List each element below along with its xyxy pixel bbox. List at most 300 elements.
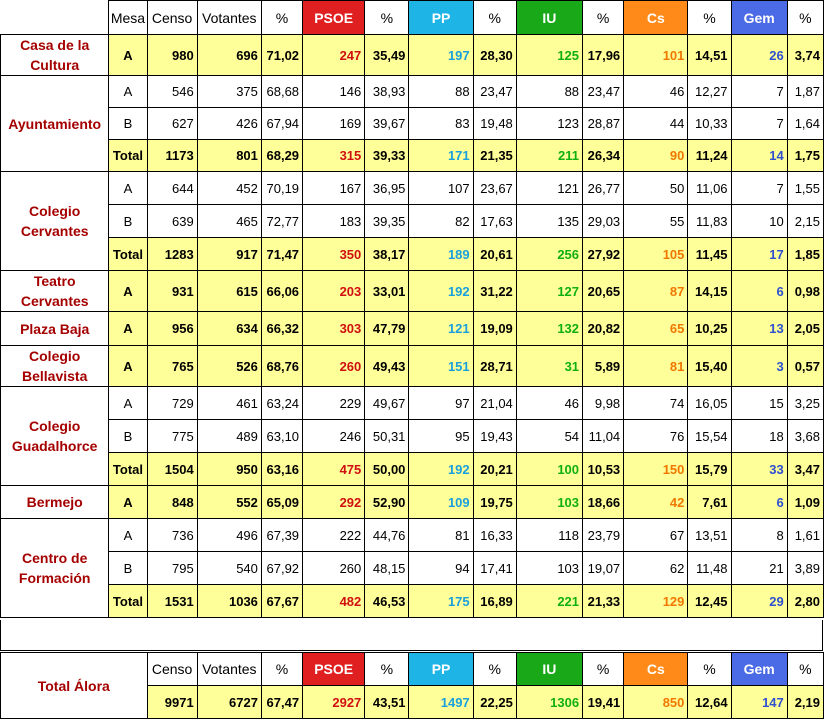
psoe-cell: 260 [303, 552, 365, 585]
total-header-gem: Gem [731, 653, 787, 686]
cs-cell: 74 [624, 387, 688, 420]
pp-cell: 175 [409, 585, 473, 618]
mesa-cell: B [109, 108, 147, 140]
total-psoe: 2927 [303, 686, 365, 719]
votantes-cell: 917 [197, 238, 261, 271]
total-pct: 67,47 [261, 686, 302, 719]
cs-pct-cell: 16,05 [688, 387, 731, 420]
total-gem-pct: 2,19 [787, 686, 823, 719]
table-row [1, 585, 824, 618]
iu-cell: 103 [516, 552, 582, 585]
votantes-cell: 465 [197, 205, 261, 238]
header-gem: Gem [731, 1, 787, 35]
pct-cell: 70,19 [261, 172, 302, 205]
pp-pct-cell: 16,33 [473, 519, 516, 552]
psoe-cell: 247 [303, 35, 365, 76]
pct-cell: 67,92 [261, 552, 302, 585]
header-psoe-pct: % [365, 1, 409, 35]
cs-pct-cell: 13,51 [688, 519, 731, 552]
iu-pct-cell: 23,47 [583, 76, 624, 108]
total-header-psoe: PSOE [303, 653, 365, 686]
total-header-iu: IU [516, 653, 582, 686]
pct-cell: 63,10 [261, 420, 302, 453]
psoe-cell: 167 [303, 172, 365, 205]
pct-cell: 67,67 [261, 585, 302, 618]
pp-pct-cell: 23,67 [473, 172, 516, 205]
gem-pct-cell: 1,85 [787, 238, 823, 271]
total-header-pp-pct: % [473, 653, 516, 686]
mesa-cell: A [109, 271, 147, 312]
header-pp: PP [409, 1, 473, 35]
total-gem: 147 [731, 686, 787, 719]
mesa-cell: B [109, 552, 147, 585]
cs-pct-cell: 11,83 [688, 205, 731, 238]
pp-cell: 192 [409, 453, 473, 486]
censo-cell: 795 [147, 552, 197, 585]
gem-cell: 18 [731, 420, 787, 453]
gem-cell: 14 [731, 140, 787, 172]
pp-pct-cell: 23,47 [473, 76, 516, 108]
location-name: Plaza Baja [1, 312, 109, 346]
censo-cell: 980 [147, 35, 197, 76]
cs-pct-cell: 10,33 [688, 108, 731, 140]
iu-pct-cell: 28,87 [583, 108, 624, 140]
mesa-cell: Total [109, 585, 147, 618]
pct-cell: 63,16 [261, 453, 302, 486]
psoe-cell: 222 [303, 519, 365, 552]
censo-cell: 729 [147, 387, 197, 420]
gem-pct-cell: 1,61 [787, 519, 823, 552]
pp-cell: 151 [409, 346, 473, 387]
cs-cell: 46 [624, 76, 688, 108]
votantes-cell: 1036 [197, 585, 261, 618]
header-cs: Cs [624, 1, 688, 35]
total-alora-label: Total Álora [1, 653, 148, 719]
iu-pct-cell: 10,53 [583, 453, 624, 486]
cs-cell: 50 [624, 172, 688, 205]
gem-pct-cell: 3,74 [787, 35, 823, 76]
total-cs-pct: 12,64 [688, 686, 731, 719]
iu-cell: 211 [516, 140, 582, 172]
table-row [1, 519, 824, 552]
gem-cell: 7 [731, 172, 787, 205]
pp-pct-cell: 19,48 [473, 108, 516, 140]
censo-cell: 1531 [147, 585, 197, 618]
gem-cell: 10 [731, 205, 787, 238]
location-name: Colegio Cervantes [1, 172, 109, 271]
total-iu-pct: 19,41 [583, 686, 624, 719]
gem-cell: 15 [731, 387, 787, 420]
censo-cell: 765 [147, 346, 197, 387]
pp-pct-cell: 20,21 [473, 453, 516, 486]
censo-cell: 1173 [147, 140, 197, 172]
gem-pct-cell: 2,05 [787, 312, 823, 346]
pp-cell: 189 [409, 238, 473, 271]
gem-cell: 26 [731, 35, 787, 76]
cs-pct-cell: 11,45 [688, 238, 731, 271]
pct-cell: 68,68 [261, 76, 302, 108]
censo-cell: 848 [147, 486, 197, 519]
cs-cell: 67 [624, 519, 688, 552]
location-name: Bermejo [1, 486, 109, 519]
table-row [1, 453, 824, 486]
votantes-cell: 615 [197, 271, 261, 312]
total-pp-pct: 22,25 [473, 686, 516, 719]
pp-cell: 83 [409, 108, 473, 140]
gem-pct-cell: 3,68 [787, 420, 823, 453]
total-psoe-pct: 43,51 [365, 686, 409, 719]
cs-cell: 44 [624, 108, 688, 140]
gem-pct-cell: 2,15 [787, 205, 823, 238]
gem-pct-cell: 3,25 [787, 387, 823, 420]
mesa-cell: Total [109, 238, 147, 271]
iu-pct-cell: 26,77 [583, 172, 624, 205]
censo-cell: 546 [147, 76, 197, 108]
cs-pct-cell: 12,45 [688, 585, 731, 618]
cs-pct-cell: 15,40 [688, 346, 731, 387]
pp-pct-cell: 31,22 [473, 271, 516, 312]
psoe-pct-cell: 39,67 [365, 108, 409, 140]
votantes-cell: 496 [197, 519, 261, 552]
gem-cell: 21 [731, 552, 787, 585]
mesa-cell: A [109, 519, 147, 552]
gem-pct-cell: 3,89 [787, 552, 823, 585]
gem-pct-cell: 1,55 [787, 172, 823, 205]
cs-pct-cell: 15,54 [688, 420, 731, 453]
header-censo: Censo [147, 1, 197, 35]
total-cs: 850 [624, 686, 688, 719]
mesa-cell: B [109, 205, 147, 238]
iu-cell: 135 [516, 205, 582, 238]
psoe-pct-cell: 36,95 [365, 172, 409, 205]
gem-pct-cell: 0,57 [787, 346, 823, 387]
cs-cell: 65 [624, 312, 688, 346]
table-row [1, 312, 824, 346]
gem-cell: 13 [731, 312, 787, 346]
header-iu-pct: % [583, 1, 624, 35]
pct-cell: 68,29 [261, 140, 302, 172]
pp-cell: 97 [409, 387, 473, 420]
table-row [1, 172, 824, 205]
location-name: Colegio Bellavista [1, 346, 109, 387]
total-votantes: 6727 [197, 686, 261, 719]
votantes-cell: 801 [197, 140, 261, 172]
total-header-gem-pct: % [787, 653, 823, 686]
psoe-pct-cell: 39,35 [365, 205, 409, 238]
cs-pct-cell: 11,06 [688, 172, 731, 205]
table-row [1, 108, 824, 140]
censo-cell: 736 [147, 519, 197, 552]
pp-cell: 95 [409, 420, 473, 453]
psoe-pct-cell: 39,33 [365, 140, 409, 172]
total-header-votantes: Votantes [197, 653, 261, 686]
pp-cell: 109 [409, 486, 473, 519]
votantes-cell: 461 [197, 387, 261, 420]
votantes-cell: 426 [197, 108, 261, 140]
total-header-cs-pct: % [688, 653, 731, 686]
gem-pct-cell: 1,09 [787, 486, 823, 519]
psoe-pct-cell: 38,17 [365, 238, 409, 271]
psoe-cell: 229 [303, 387, 365, 420]
header-cs-pct: % [688, 1, 731, 35]
mesa-cell: Total [109, 140, 147, 172]
total-header-cs: Cs [624, 653, 688, 686]
header-gem-pct: % [787, 1, 823, 35]
header-mesa: Mesa [109, 1, 147, 35]
iu-cell: 256 [516, 238, 582, 271]
cs-cell: 76 [624, 420, 688, 453]
pp-cell: 121 [409, 312, 473, 346]
psoe-pct-cell: 49,67 [365, 387, 409, 420]
pp-pct-cell: 20,61 [473, 238, 516, 271]
table-row [1, 346, 824, 387]
psoe-pct-cell: 35,49 [365, 35, 409, 76]
votantes-cell: 540 [197, 552, 261, 585]
psoe-pct-cell: 50,31 [365, 420, 409, 453]
cs-pct-cell: 12,27 [688, 76, 731, 108]
psoe-cell: 475 [303, 453, 365, 486]
table-row [1, 486, 824, 519]
location-name: Colegio Guadalhorce [1, 387, 109, 486]
pct-cell: 68,76 [261, 346, 302, 387]
censo-cell: 639 [147, 205, 197, 238]
iu-pct-cell: 11,04 [583, 420, 624, 453]
cs-pct-cell: 14,51 [688, 35, 731, 76]
psoe-cell: 146 [303, 76, 365, 108]
cs-cell: 81 [624, 346, 688, 387]
iu-cell: 31 [516, 346, 582, 387]
total-header-iu-pct: % [583, 653, 624, 686]
votantes-cell: 950 [197, 453, 261, 486]
censo-cell: 644 [147, 172, 197, 205]
cs-pct-cell: 11,24 [688, 140, 731, 172]
censo-cell: 931 [147, 271, 197, 312]
iu-pct-cell: 5,89 [583, 346, 624, 387]
header-pct: % [261, 1, 302, 35]
pp-cell: 88 [409, 76, 473, 108]
pp-cell: 82 [409, 205, 473, 238]
cs-cell: 62 [624, 552, 688, 585]
pp-pct-cell: 21,04 [473, 387, 516, 420]
psoe-cell: 183 [303, 205, 365, 238]
iu-pct-cell: 17,96 [583, 35, 624, 76]
pct-cell: 65,09 [261, 486, 302, 519]
psoe-pct-cell: 49,43 [365, 346, 409, 387]
votantes-cell: 489 [197, 420, 261, 453]
pp-cell: 94 [409, 552, 473, 585]
cs-pct-cell: 7,61 [688, 486, 731, 519]
table-row [1, 76, 824, 108]
table-row [1, 238, 824, 271]
iu-cell: 132 [516, 312, 582, 346]
pp-pct-cell: 17,63 [473, 205, 516, 238]
pp-cell: 171 [409, 140, 473, 172]
psoe-cell: 260 [303, 346, 365, 387]
gem-pct-cell: 3,47 [787, 453, 823, 486]
iu-cell: 127 [516, 271, 582, 312]
gem-cell: 6 [731, 271, 787, 312]
location-name: Teatro Cervantes [1, 271, 109, 312]
votantes-cell: 552 [197, 486, 261, 519]
mesa-cell: A [109, 35, 147, 76]
pp-pct-cell: 17,41 [473, 552, 516, 585]
iu-cell: 46 [516, 387, 582, 420]
iu-pct-cell: 9,98 [583, 387, 624, 420]
header-iu: IU [516, 1, 582, 35]
psoe-cell: 482 [303, 585, 365, 618]
cs-cell: 42 [624, 486, 688, 519]
header-row [1, 1, 824, 35]
pct-cell: 66,06 [261, 271, 302, 312]
pct-cell: 72,77 [261, 205, 302, 238]
iu-pct-cell: 21,33 [583, 585, 624, 618]
total-header-censo: Censo [147, 653, 197, 686]
table-row [1, 271, 824, 312]
votantes-cell: 375 [197, 76, 261, 108]
psoe-cell: 303 [303, 312, 365, 346]
mesa-cell: A [109, 486, 147, 519]
header-votantes: Votantes [197, 1, 261, 35]
gem-pct-cell: 1,75 [787, 140, 823, 172]
spacer-row [0, 620, 823, 651]
gem-cell: 8 [731, 519, 787, 552]
votantes-cell: 452 [197, 172, 261, 205]
gem-cell: 7 [731, 108, 787, 140]
psoe-pct-cell: 50,00 [365, 453, 409, 486]
cs-cell: 101 [624, 35, 688, 76]
psoe-cell: 292 [303, 486, 365, 519]
censo-cell: 775 [147, 420, 197, 453]
mesa-cell: A [109, 346, 147, 387]
cs-pct-cell: 10,25 [688, 312, 731, 346]
iu-pct-cell: 18,66 [583, 486, 624, 519]
gem-pct-cell: 1,64 [787, 108, 823, 140]
psoe-pct-cell: 48,15 [365, 552, 409, 585]
pct-cell: 71,47 [261, 238, 302, 271]
iu-pct-cell: 19,07 [583, 552, 624, 585]
total-iu: 1306 [516, 686, 582, 719]
cs-cell: 90 [624, 140, 688, 172]
cs-cell: 150 [624, 453, 688, 486]
cs-cell: 87 [624, 271, 688, 312]
cs-cell: 55 [624, 205, 688, 238]
pct-cell: 67,94 [261, 108, 302, 140]
votantes-cell: 696 [197, 35, 261, 76]
pp-pct-cell: 28,30 [473, 35, 516, 76]
censo-cell: 1283 [147, 238, 197, 271]
cs-cell: 129 [624, 585, 688, 618]
iu-pct-cell: 23,79 [583, 519, 624, 552]
location-name: Centro de Formación [1, 519, 109, 618]
pp-cell: 81 [409, 519, 473, 552]
psoe-pct-cell: 46,53 [365, 585, 409, 618]
censo-cell: 627 [147, 108, 197, 140]
pp-pct-cell: 21,35 [473, 140, 516, 172]
table-row [1, 205, 824, 238]
cs-cell: 105 [624, 238, 688, 271]
pp-pct-cell: 19,09 [473, 312, 516, 346]
censo-cell: 1504 [147, 453, 197, 486]
table-row [1, 552, 824, 585]
iu-cell: 125 [516, 35, 582, 76]
psoe-cell: 350 [303, 238, 365, 271]
iu-cell: 88 [516, 76, 582, 108]
mesa-cell: A [109, 312, 147, 346]
pct-cell: 63,24 [261, 387, 302, 420]
table-row [1, 35, 824, 76]
psoe-cell: 203 [303, 271, 365, 312]
gem-cell: 33 [731, 453, 787, 486]
gem-pct-cell: 1,87 [787, 76, 823, 108]
mesa-cell: A [109, 76, 147, 108]
pp-pct-cell: 19,75 [473, 486, 516, 519]
pp-pct-cell: 19,43 [473, 420, 516, 453]
location-name: Casa de la Cultura [1, 35, 109, 76]
header-pp-pct: % [473, 1, 516, 35]
iu-cell: 123 [516, 108, 582, 140]
total-header-psoe-pct: % [365, 653, 409, 686]
iu-cell: 121 [516, 172, 582, 205]
psoe-pct-cell: 38,93 [365, 76, 409, 108]
iu-pct-cell: 26,34 [583, 140, 624, 172]
total-censo: 9971 [147, 686, 197, 719]
mesa-cell: B [109, 420, 147, 453]
iu-cell: 100 [516, 453, 582, 486]
psoe-pct-cell: 47,79 [365, 312, 409, 346]
psoe-cell: 246 [303, 420, 365, 453]
table-row [1, 420, 824, 453]
mesa-cell: A [109, 387, 147, 420]
pct-cell: 67,39 [261, 519, 302, 552]
psoe-cell: 169 [303, 108, 365, 140]
iu-cell: 54 [516, 420, 582, 453]
total-alora-table [0, 652, 824, 719]
mesa-cell: A [109, 172, 147, 205]
gem-cell: 6 [731, 486, 787, 519]
pp-pct-cell: 16,89 [473, 585, 516, 618]
pp-pct-cell: 28,71 [473, 346, 516, 387]
pct-cell: 71,02 [261, 35, 302, 76]
total-pp: 1497 [409, 686, 473, 719]
censo-cell: 956 [147, 312, 197, 346]
location-name: Ayuntamiento [1, 76, 109, 172]
corner-cell [1, 1, 109, 35]
cs-pct-cell: 15,79 [688, 453, 731, 486]
iu-pct-cell: 20,65 [583, 271, 624, 312]
iu-cell: 103 [516, 486, 582, 519]
psoe-pct-cell: 44,76 [365, 519, 409, 552]
iu-pct-cell: 27,92 [583, 238, 624, 271]
pp-cell: 197 [409, 35, 473, 76]
iu-cell: 221 [516, 585, 582, 618]
iu-cell: 118 [516, 519, 582, 552]
pp-cell: 192 [409, 271, 473, 312]
cs-pct-cell: 14,15 [688, 271, 731, 312]
gem-cell: 3 [731, 346, 787, 387]
total-header-pp: PP [409, 653, 473, 686]
gem-pct-cell: 2,80 [787, 585, 823, 618]
gem-pct-cell: 0,98 [787, 271, 823, 312]
pct-cell: 66,32 [261, 312, 302, 346]
iu-pct-cell: 20,82 [583, 312, 624, 346]
pp-cell: 107 [409, 172, 473, 205]
gem-cell: 17 [731, 238, 787, 271]
total-header-pct: % [261, 653, 302, 686]
psoe-cell: 315 [303, 140, 365, 172]
table-row [1, 140, 824, 172]
votantes-cell: 634 [197, 312, 261, 346]
gem-cell: 29 [731, 585, 787, 618]
